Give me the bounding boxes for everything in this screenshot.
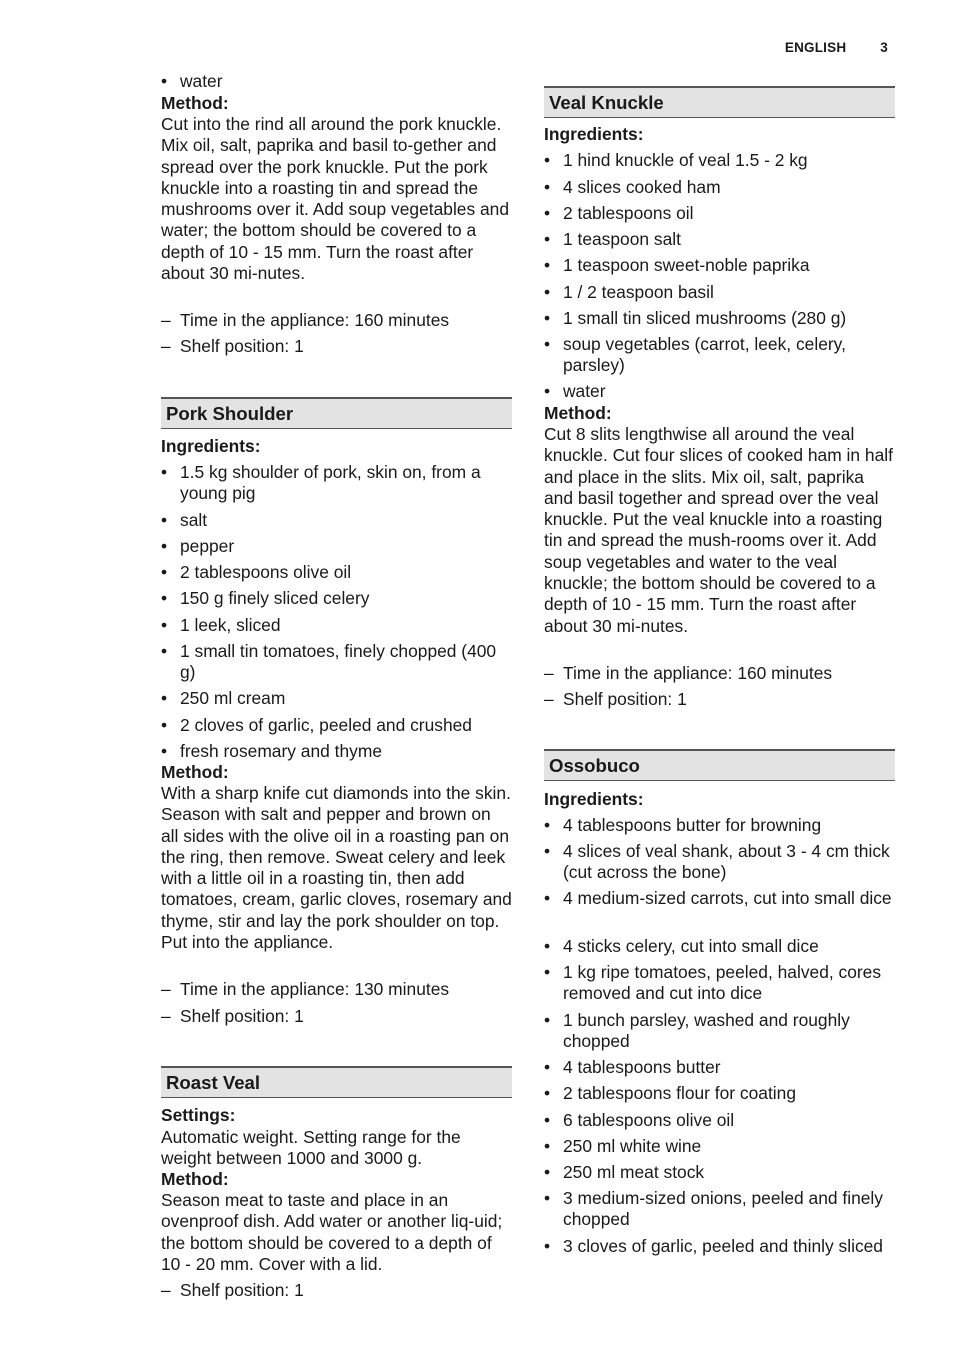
list-item: • 250 ml meat stock [544,1162,705,1182]
bullet: • [544,1110,551,1130]
list-item: • pepper [161,536,235,556]
bullet: • [544,1083,551,1103]
section-title: Pork Shoulder [166,403,294,424]
list-item: • salt [161,510,208,530]
list-item: • 1 teaspoon salt [544,229,681,249]
list-item: • 1.5 kg shoulder of pork, skin on, from a young pig [161,462,481,504]
list-item: • 3 cloves of garlic, peeled and thinly sliced [544,1236,883,1256]
method-text: With a sharp knife cut diamonds into the skin. Season with salt and pepper and brown on all sides with the olive oil in a roasting pan on the ring, then remove. Sweat celery and leek with a little oil in a roasting tin, then add tomatoes, cream, garlic cloves, rosemary and thyme, stir and lay the pork shoulder on top. Put into the appliance. [161,783,512,953]
page-header [785,40,888,55]
bullet: • [161,688,168,708]
list-item: • 6 tablespoons olive oil [544,1110,735,1130]
list-item: • 1 small tin sliced mushrooms (280 g) [544,308,847,328]
bullet: • [161,510,168,530]
list-item: • 2 cloves of garlic, peeled and crushed [161,715,472,735]
bullet: • [544,282,551,302]
list-item: • 4 tablespoons butter [544,1057,721,1077]
bullet: • [161,715,168,735]
list-item: • water [161,71,223,91]
dash: – [544,663,554,683]
ingredients-label: Ingredients: [544,789,644,809]
list-item: • water [544,381,606,401]
list-item: • 150 g finely sliced celery [161,588,370,608]
list-item: • 250 ml cream [161,688,286,708]
ingredients-label: Ingredients: [161,436,261,456]
bullet: • [544,962,551,982]
list-item: • 1 / 2 teaspoon basil [544,282,714,302]
bullet: • [544,177,551,197]
section-title: Veal Knuckle [549,92,664,113]
header-language: ENGLISH [784,40,847,55]
bullet: • [544,308,551,328]
list-item: • fresh rosemary and thyme [161,741,383,761]
section-header [161,1066,512,1098]
bullet: • [544,1188,551,1208]
list-item: • 1 kg ripe tomatoes, peeled, halved, cores removed and cut into dice [544,962,882,1004]
bullet: • [544,1136,551,1156]
list-item: • 1 small tin tomatoes, finely chopped (400 g) [161,641,497,683]
list-item: • 2 tablespoons flour for coating [544,1083,796,1103]
bullet: • [544,334,551,354]
section-header [161,397,512,429]
list-item: • 1 leek, sliced [161,615,281,635]
list-item: • 3 medium-sized onions, peeled and finely chopped [544,1188,883,1230]
list-item: – Time in the appliance: 160 minutes [161,310,450,330]
bullet: • [161,741,168,761]
list-item: • 2 tablespoons oil [544,203,694,223]
section-header [544,86,895,118]
bullet: • [161,536,168,556]
list-item: • 4 medium-sized carrots, cut into small dice [544,888,892,908]
list-item: • 4 tablespoons butter for browning [544,815,822,835]
method-label: Method: [161,93,229,113]
method-label: Method: [544,403,612,423]
section-header [544,749,895,781]
list-item: • 4 sticks celery, cut into small dice [544,936,819,956]
dash: – [161,336,171,356]
list-item: • 250 ml white wine [544,1136,702,1156]
bullet: • [544,255,551,275]
list-item: • 4 slices cooked ham [544,177,721,197]
list-item: • soup vegetables (carrot, leek, celery, parsley) [544,334,846,376]
method-label: Method: [161,762,229,782]
bullet: • [161,71,168,91]
bullet: • [544,888,551,908]
bullet: • [544,815,551,835]
settings-label: Settings: [161,1105,236,1125]
bullet: • [544,381,551,401]
list-item: – Shelf position: 1 [161,1280,304,1300]
bullet: • [161,562,168,582]
list-item: • 1 bunch parsley, washed and roughly chopped [544,1010,850,1052]
ingredients-label: Ingredients: [544,124,644,144]
method-label: Method: [161,1169,229,1189]
section-title: Roast Veal [166,1072,261,1093]
bullet: • [544,841,551,861]
list-item: – Time in the appliance: 130 minutes [161,979,450,999]
bullet: • [544,1010,551,1030]
bullet: • [161,641,168,661]
bullet: • [161,615,168,635]
list-item: • 1 hind knuckle of veal 1.5 - 2 kg [544,150,808,170]
page-number: 3 [880,40,888,55]
method-text: Cut 8 slits lengthwise all around the veal knuckle. Cut four slices of cooked ham in half and place in the slits. Mix oil, salt, paprika and basil together and spread over the veal knuckle. Put the veal knuckle into a roasting tin and spread the mush-rooms over it. Add soup vegetables and water to the veal knuckle; the bottom should be covered to a depth of 10 - 15 mm. Turn the roast after about 30 mi-nutes. [544,424,893,636]
list-item: – Shelf position: 1 [161,336,304,356]
bullet: • [544,203,551,223]
bullet: • [544,229,551,249]
bullet: • [161,588,168,608]
dash: – [544,689,554,709]
list-item: • 2 tablespoons olive oil [161,562,352,582]
settings-text: Automatic weight. Setting range for the weight between 1000 and 3000 g. [161,1127,461,1169]
dash: – [161,1006,171,1026]
list-item: • 4 slices of veal shank, about 3 - 4 cm thick (cut across the bone) [544,841,890,883]
dash: – [161,1280,171,1300]
bullet: • [544,936,551,956]
bullet: • [544,150,551,170]
bullet: • [161,462,168,482]
bullet: • [544,1236,551,1256]
method-text: Cut into the rind all around the pork knuckle. Mix oil, salt, paprika and basil to-gether and spread over the pork knuckle. Put the pork knuckle into a roasting tin and spread the mushrooms over it. Add soup vegetables and water; the bottom should be covered to a depth of 10 - 15 mm. Turn the roast after about 30 mi-nutes. [161,114,510,284]
dash: – [161,310,171,330]
list-item: – Shelf position: 1 [161,1006,304,1026]
dash: – [161,979,171,999]
bullet: • [544,1162,551,1182]
bullet: • [544,1057,551,1077]
method-text: Season meat to taste and place in an ovenproof dish. Add water or another liq-uid; the bottom should be covered to a depth of 10 - 20 mm. Cover with a lid. [161,1190,503,1274]
list-item: • 1 teaspoon sweet-noble paprika [544,255,810,275]
list-item: – Time in the appliance: 160 minutes [544,663,833,683]
list-item: – Shelf position: 1 [544,689,687,709]
section-title: Ossobuco [549,755,640,776]
